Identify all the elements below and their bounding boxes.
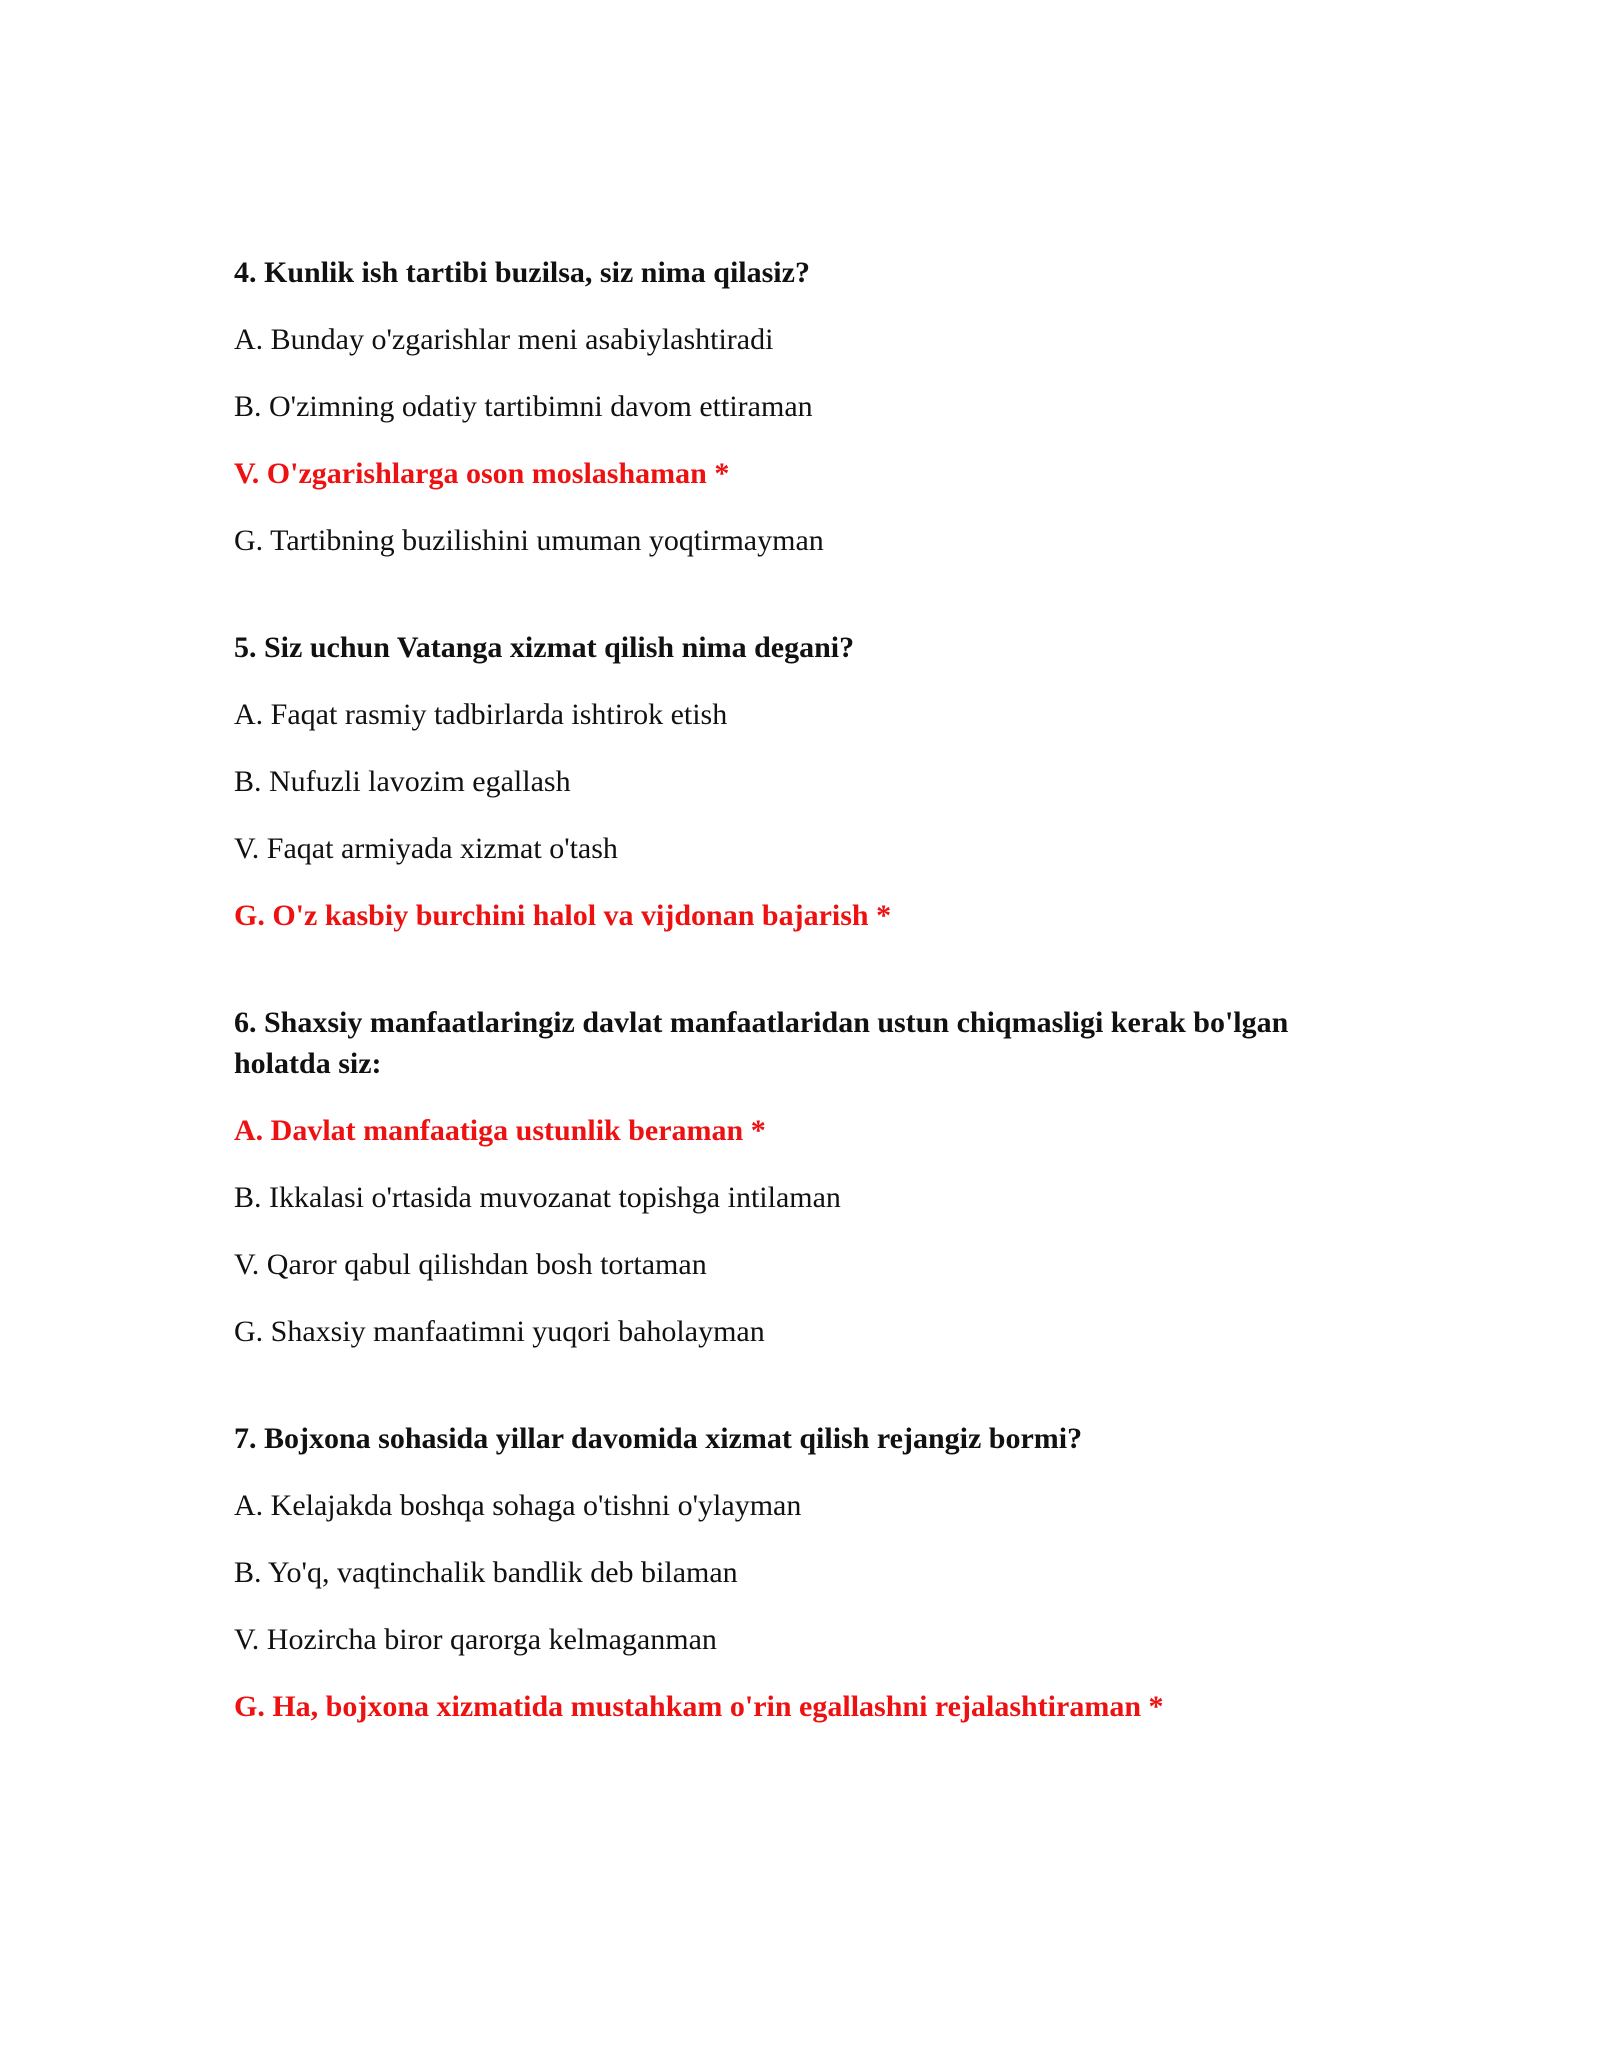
question-block-5 (234, 627, 1384, 936)
question-title: 5. Siz uchun Vatanga xizmat qilish nima degani? (234, 631, 855, 664)
question-block-7 (234, 1418, 1384, 1727)
correct-answer-option-v: V. O'zgarishlarga oson moslashaman * (234, 457, 730, 490)
correct-answer-option-a: A. Davlat manfaatiga ustunlik beraman * (234, 1114, 766, 1147)
answer-option-v: V. Qaror qabul qilishdan bosh tortaman (234, 1248, 707, 1281)
answer-option-v: V. Hozircha biror qarorga kelmaganman (234, 1623, 717, 1656)
answer-option-g: G. Tartibning buzilishini umuman yoqtirmayman (234, 524, 824, 557)
question-title: 7. Bojxona sohasida yillar davomida xizmat qilish rejangiz bormi? (234, 1422, 1083, 1455)
answer-option-a: A. Kelajakda boshqa sohaga o'tishni o'ylayman (234, 1489, 802, 1522)
answer-option-b: B. Yo'q, vaqtinchalik bandlik deb bilaman (234, 1556, 738, 1589)
question-block-6 (234, 1002, 1384, 1352)
answer-option-b: B. O'zimning odatiy tartibimni davom ettiraman (234, 390, 813, 423)
answer-option-v: V. Faqat armiyada xizmat o'tash (234, 832, 618, 865)
answer-option-a: A. Faqat rasmiy tadbirlarda ishtirok etish (234, 698, 728, 731)
question-title: 6. Shaxsiy manfaatlaringiz davlat manfaatlaridan ustun chiqmasligi kerak bo'lgan holatda siz: (234, 1006, 1289, 1080)
correct-answer-option-g: G. O'z kasbiy burchini halol va vijdonan bajarish * (234, 899, 892, 932)
answer-option-b: B. Nufuzli lavozim egallash (234, 765, 571, 798)
question-title: 4. Kunlik ish tartibi buzilsa, siz nima qilasiz? (234, 256, 810, 289)
correct-answer-option-g: G. Ha, bojxona xizmatida mustahkam o'rin egallashni rejalashtiraman * (234, 1690, 1164, 1723)
questionnaire (234, 252, 1384, 1753)
answer-option-a: A. Bunday o'zgarishlar meni asabiylashtiradi (234, 323, 774, 356)
question-block-4 (234, 252, 1384, 561)
answer-option-g: G. Shaxsiy manfaatimni yuqori baholayman (234, 1315, 765, 1348)
answer-option-b: B. Ikkalasi o'rtasida muvozanat topishga intilaman (234, 1181, 841, 1214)
